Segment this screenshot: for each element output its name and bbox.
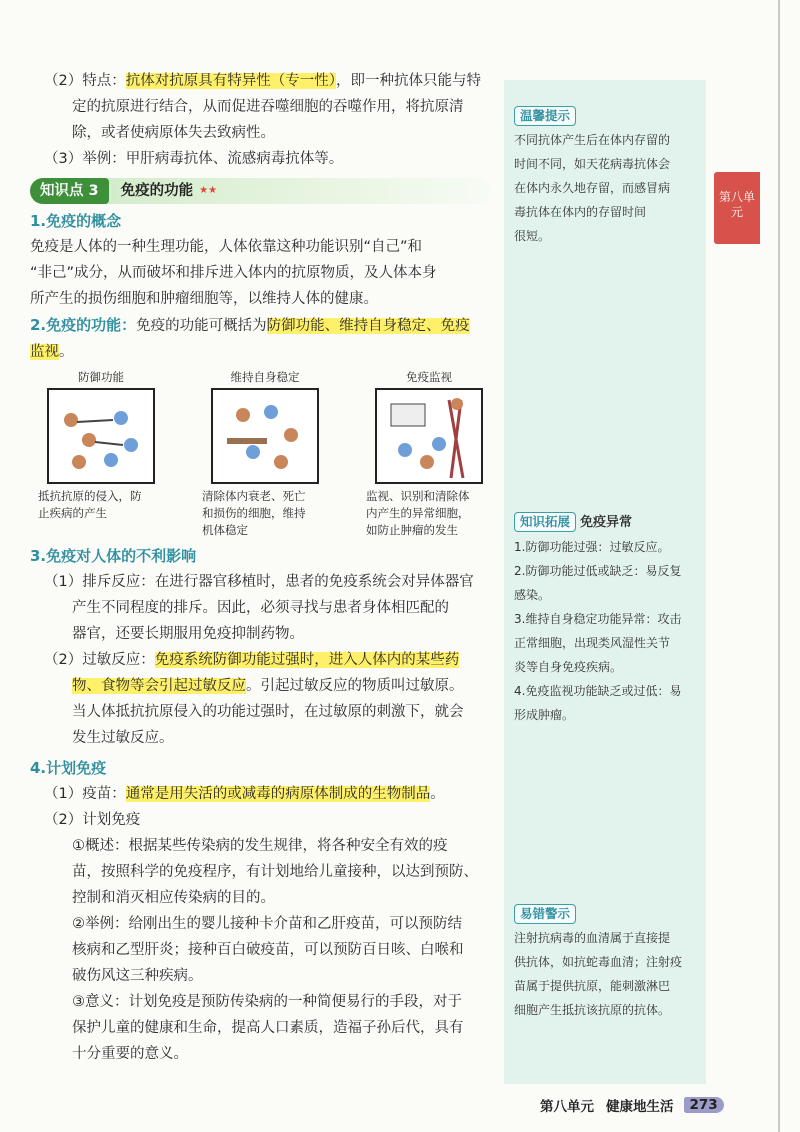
section-heading-2: 2.免疫的功能： bbox=[30, 316, 137, 334]
sidebar bbox=[504, 80, 706, 1084]
s3-p2-line-1: （2）过敏反应：免疫系统防御功能过强时，进入人体内的某些药 bbox=[44, 652, 460, 668]
function-figures bbox=[30, 369, 500, 539]
figure-surveillance bbox=[358, 369, 500, 539]
tip-reminder-title: 温馨提示 bbox=[514, 106, 576, 126]
surveillance-illustration bbox=[375, 388, 483, 484]
figure-caption: 维持自身稳定 bbox=[230, 370, 300, 384]
tip-error-warning: 易错警示 注射抗病毒的血清属于直接提 供抗体，如抗蛇毒血清；注射疫 苗属于提供抗原，能刺激淋巴 细胞产生抵抗该抗原的抗体。 bbox=[514, 906, 683, 1017]
tip-extension-title: 知识拓展 bbox=[514, 512, 576, 532]
page-number: 273 bbox=[684, 1097, 724, 1113]
tip-reminder: 温馨提示 不同抗体产生后在体内存留的 时间不同，如天花病毒抗体会 在体内永久地存留，而感冒病 毒抗体在体内的存留时间 很短。 bbox=[514, 108, 671, 243]
main-content bbox=[30, 68, 500, 1067]
s3-p1-line-3: 器官，还要长期服用免疫抑制药物。 bbox=[72, 626, 304, 642]
s4-c2-line-1: ②举例：给刚出生的婴儿接种卡介苗和乙肝疫苗，可以预防结 bbox=[72, 916, 462, 932]
figure-desc: 监视、识别和清除体 内产生的异常细胞， 如防止肿瘤的发生 bbox=[366, 489, 470, 537]
figure-stability bbox=[194, 369, 336, 539]
unit-side-tab bbox=[714, 172, 760, 244]
s4-c3-line-3: 十分重要的意义。 bbox=[72, 1046, 188, 1062]
s3-p1-line-1: （1）排斥反应：在进行器官移植时，患者的免疫系统会对异体器官 bbox=[44, 574, 474, 590]
page-edge-line bbox=[778, 0, 780, 1132]
s4-plan-heading: （2）计划免疫 bbox=[44, 812, 141, 828]
s4-c1-line-1: ①概述：根据某些传染病的发生规律，将各种安全有效的疫 bbox=[72, 838, 448, 854]
s2-line-1: 2.免疫的功能：免疫的功能可概括为防御功能、维持自身稳定、免疫 bbox=[30, 316, 470, 334]
unit-side-tab-label: 第八单元 bbox=[718, 190, 755, 219]
page-footer bbox=[540, 1095, 724, 1115]
footer-unit: 第八单元 bbox=[540, 1099, 594, 1115]
s4-vaccine-line: （1）疫苗：通常是用失活的或减毒的病原体制成的生物制品。 bbox=[44, 786, 445, 802]
knowledge-point-tag: 知识点 3 bbox=[30, 178, 109, 204]
section-heading-4: 4.计划免疫 bbox=[30, 759, 107, 777]
figure-caption: 防御功能 bbox=[78, 370, 124, 384]
footer-title: 健康地生活 bbox=[606, 1099, 674, 1115]
figure-caption: 免疫监视 bbox=[406, 370, 452, 384]
s4-c1-line-2: 苗，按照科学的免疫程序，有计划地给儿童接种，以达到预防、 bbox=[72, 864, 478, 880]
knowledge-point-title: 免疫的功能 bbox=[120, 183, 194, 199]
section-heading-1: 1.免疫的概念 bbox=[30, 212, 122, 230]
s4-c2-line-2: 核病和乙型肝炎；接种百白破疫苗，可以预防百日咳、白喉和 bbox=[72, 942, 464, 958]
s3-p2-line-4: 发生过敏反应。 bbox=[72, 730, 174, 746]
s4-c1-line-3: 控制和消灭相应传染病的目的。 bbox=[72, 890, 275, 906]
figure-desc: 抵抗抗原的侵入，防 止疾病的产生 bbox=[38, 489, 142, 520]
highlight-allergy: 免疫系统防御功能过强时，进入人体内的某些药 bbox=[154, 652, 460, 668]
figure-defense bbox=[30, 369, 172, 539]
highlight-allergy-2: 物、食物等会引起过敏反应 bbox=[72, 678, 246, 694]
figure-desc: 清除体内衰老、死亡 和损伤的细胞，维持 机体稳定 bbox=[202, 489, 306, 537]
s4-c3-line-1: ③意义：计划免疫是预防传染病的一种简便易行的手段，对于 bbox=[72, 994, 462, 1010]
intro-line-2: 定的抗原进行结合，从而促进吞噬细胞的吞噬作用，将抗原清 bbox=[72, 99, 464, 115]
tip-error-title: 易错警示 bbox=[514, 904, 576, 924]
highlight-vaccine: 通常是用失活的或减毒的病原体制成的生物制品 bbox=[125, 786, 431, 802]
star-icon: ★★ bbox=[199, 185, 218, 196]
highlight-specificity: 抗体对抗原具有特异性（专一性） bbox=[125, 73, 336, 89]
s3-p2-line-3: 当人体抵抗抗原侵入的功能过强时，在过敏原的刺激下，就会 bbox=[72, 704, 464, 720]
intro-line-1: （2）特点：抗体对抗原具有特异性（专一性），即一种抗体只能与特 bbox=[44, 73, 481, 89]
s3-p1-line-2: 产生不同程度的排斥。因此，必须寻找与患者身体相匹配的 bbox=[72, 600, 449, 616]
stability-illustration bbox=[211, 388, 319, 484]
s4-c2-line-3: 破伤风这三种疾病。 bbox=[72, 968, 203, 984]
highlight-monitor: 监视 bbox=[30, 344, 59, 360]
s3-p2-line-2: 物、食物等会引起过敏反应。引起过敏反应的物质叫过敏原。 bbox=[72, 678, 464, 694]
s1-line-3: 所产生的损伤细胞和肿瘤细胞等，以维持人体的健康。 bbox=[30, 291, 378, 307]
tip-extension-subtitle: 免疫异常 bbox=[580, 515, 633, 530]
tip-extension: 知识拓展 免疫异常 1.防御功能过强：过敏反应。 2.防御功能过低或缺乏：易反复 感染。 3.维持自身稳定功能异常：攻击 正常细胞，出现类风湿性关节 炎等自身免疫疾病。 4.免疫监视功能缺乏或过低：易 形成肿瘤。 bbox=[514, 514, 682, 722]
s4-c3-line-2: 保护儿童的健康和生命，提高人口素质，造福子孙后代，具有 bbox=[72, 1020, 464, 1036]
defense-illustration bbox=[47, 388, 155, 484]
intro-line-4: （3）举例：甲肝病毒抗体、流感病毒抗体等。 bbox=[44, 151, 344, 167]
highlight-functions: 防御功能、维持自身稳定、免疫 bbox=[266, 318, 470, 334]
s1-line-1: 免疫是人体的一种生理功能，人体依靠这种功能识别“自己”和 bbox=[30, 239, 423, 255]
knowledge-point-banner bbox=[30, 178, 490, 204]
s1-line-2: “非己”成分，从而破坏和排斥进入体内的抗原物质，及人体本身 bbox=[30, 265, 437, 281]
section-heading-3: 3.免疫对人体的不利影响 bbox=[30, 547, 197, 565]
s2-line-2: 监视。 bbox=[30, 344, 74, 360]
intro-line-3: 除，或者使病原体失去致病性。 bbox=[72, 125, 275, 141]
